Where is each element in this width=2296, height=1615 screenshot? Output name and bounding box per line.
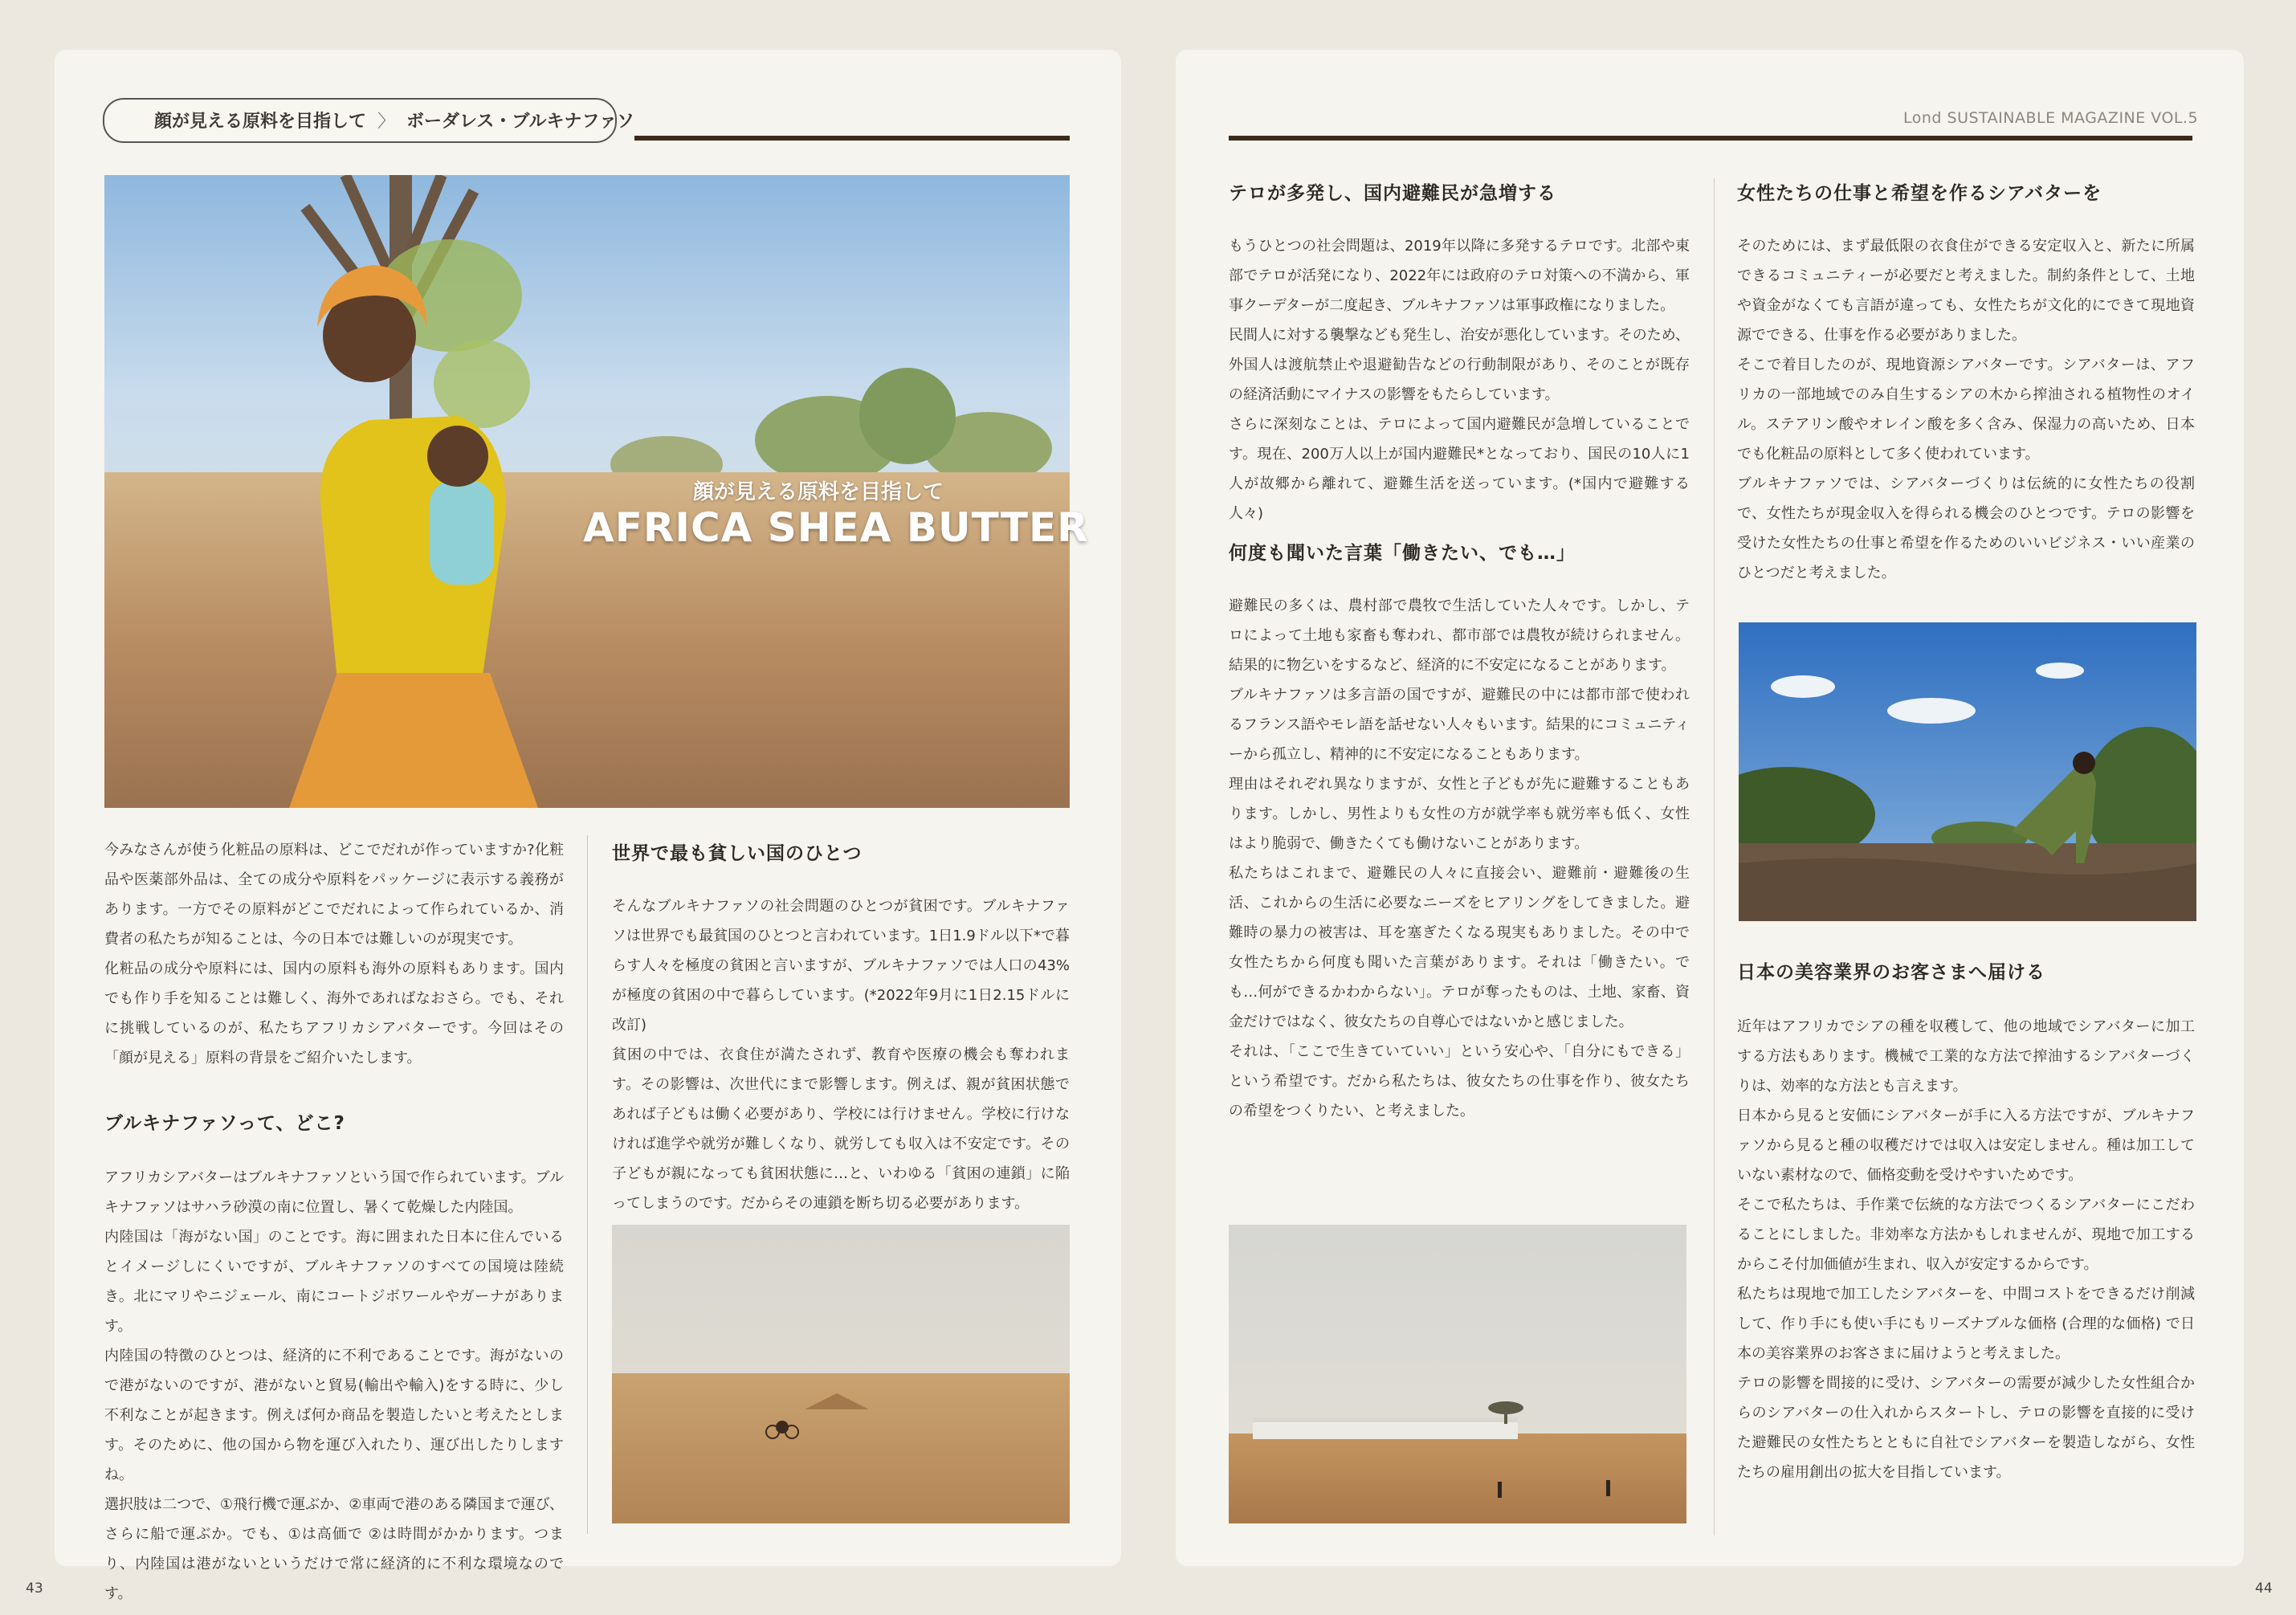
- work-text: [1737, 231, 2195, 588]
- page-number-right: 44: [2255, 1580, 2273, 1597]
- paragraph: 私たちは現地で加工したシアバターを、中間コストをできるだけ削減して、作り手にも使い手にもリーズナブルな価格 (合理的な価格) で日本の美容業界のお客さまに届けようと考えました。: [1737, 1286, 2195, 1362]
- where-text: [104, 1163, 564, 1609]
- paragraph: ブルキナファソは多言語の国ですが、避難民の中には都市部で使われるフランス語やモレ語を話せない人々もいます。結果的にコミュニティーから孤立し、精神的に不安定になることもあります。: [1229, 687, 1690, 763]
- paragraph: アフリカシアバターはブルキナファソという国で作られています。ブルキナファソはサハラ砂漠の南に位置し、暑くて乾燥した内陸国。: [104, 1169, 564, 1216]
- page-number-left: 43: [26, 1580, 43, 1597]
- paragraph: さらに深刻なことは、テロによって国内避難民が急増していることです。現在、200万人以上が国内避難民*となっており、国民の10人に1人が故郷から離れて、避難生活を送っています。(*国内で避難する人々): [1229, 416, 1690, 522]
- paragraph: 私たちはこれまで、避難民の人々に直接会い、避難前・避難後の生活、これからの生活に必要なニーズをヒアリングをしてきました。避難時の暴力の被害は、耳を塞ぎたくなる現実もありました。その中で女性たちから何度も聞いた言葉があります。それは「働きたい。でも…何ができるかわからない」。テロが奪ったものは、土地、家畜、資金だけではなく、彼女たちの自尊心ではないかと感じました。: [1229, 865, 1690, 1030]
- paragraph: そのためには、まず最低限の衣食住ができる安定収入と、新たに所属できるコミュニティーが必要だと考えました。制約条件として、土地や資金がなくても言語が違っても、女性たちが文化的にできて現地資源でできる、仕事を作る必要がありました。: [1737, 238, 2195, 344]
- header-rule-left: [634, 136, 1070, 141]
- paragraph: そんなブルキナファソの社会問題のひとつが貧困です。ブルキナファソは世界でも最貧国のひとつと言われています。1日1.9ドル以下*で暮らす人々を極度の貧困と言いますが、ブルキナファソでは人口の43%が極度の貧困の中で暮らしています。(*2022年9月に1日2.15ドルに改訂): [612, 898, 1070, 1034]
- japan-text: [1737, 1012, 2195, 1487]
- column-divider: [1714, 178, 1715, 1535]
- refugee-camp-photo: [1229, 1225, 1686, 1523]
- hero-title: AFRICA SHEA BUTTER: [583, 504, 1089, 551]
- breadcrumb: [103, 98, 635, 143]
- paragraph: 近年はアフリカでシアの種を収穫して、他の地域でシアバターに加工する方法もあります。機械で工業的な方法で搾油するシアバターづくりは、効率的な方法とも言えます。: [1737, 1018, 2195, 1095]
- breadcrumb-current: ボーダレス・ブルキナファソ: [406, 112, 635, 132]
- paragraph: 内陸国は「海がない国」のことです。海に囲まれた日本に住んでいるとイメージしにくいですが、ブルキナファソのすべての国境は陸続き。北にマリやニジェール、南にコートジボワールやガーナがあります。: [104, 1229, 564, 1335]
- field-worker-photo: [1739, 622, 2196, 921]
- poorest-text: [612, 891, 1070, 1218]
- paragraph: 化粧品の成分や原料には、国内の原料も海外の原料もあります。国内でも作り手を知ることは難しく、海外であればなおさら。でも、それに挑戦しているのが、私たちアフリカシアバターです。今回はその「顔が見える」原料の背景をご紹介いたします。: [104, 960, 564, 1066]
- heading-work: 女性たちの仕事と希望を作るシアバターを: [1737, 183, 2102, 204]
- paragraph: 理由はそれぞれ異なりますが、女性と子どもが先に避難することもあります。しかし、男性よりも女性の方が就学率も就労率も低く、女性はより脆弱で、働きたくても働けないことがあります。: [1229, 776, 1690, 852]
- paragraph: 民間人に対する襲撃なども発生し、治安が悪化しています。そのため、外国人は渡航禁止や退避勧告などの行動制限があり、そのことが既存の経済活動にマイナスの影響をもたらしています。: [1229, 327, 1690, 403]
- voices-text: [1229, 591, 1690, 1126]
- paragraph: もうひとつの社会問題は、2019年以降に多発するテロです。北部や東部でテロが活発になり、2022年には政府のテロ対策への不満から、軍事クーデターが二度起き、ブルキナファソは軍事政権になりました。: [1229, 238, 1690, 314]
- paragraph: そこで私たちは、手作業で伝統的な方法でつくるシアバターにこだわることにしました。非効率な方法かもしれませんが、現地で加工するからこそ付加価値が生まれ、収入が安定するからです。: [1737, 1197, 2195, 1273]
- paragraph: 避難民の多くは、農村部で農牧で生活していた人々です。しかし、テロによって土地も家畜も奪われ、都市部では農牧が続けられません。結果的に物乞いをするなど、経済的に不安定になることがあります。: [1229, 597, 1690, 674]
- paragraph: そこで着目したのが、現地資源シアバターです。シアバターは、アフリカの一部地域でのみ自生するシアの木から搾油される植物性のオイル。ステアリン酸やオレイン酸を多く含み、保湿力の高いため、日本でも化粧品の原料として多く使われています。: [1737, 357, 2195, 463]
- terror-text: [1229, 231, 1690, 528]
- paragraph: 選択肢は二つで、①飛行機で運ぶか、②車両で港のある隣国まで運び、さらに船で運ぶか。でも、①は高価で ②は時間がかかります。つまり、内陸国は港がないというだけで常に経済的に不利な環境なのです。: [104, 1496, 564, 1602]
- heading-terror: テロが多発し、国内避難民が急増する: [1229, 183, 1556, 204]
- paragraph: それは、「ここで生きていていい」という安心や、「自分にもできる」という希望です。だから私たちは、彼女たちの仕事を作り、彼女たちの希望をつくりたい、と考えました。: [1229, 1043, 1690, 1119]
- desert-cyclist-photo: [612, 1225, 1070, 1523]
- paragraph: 日本から見ると安価にシアバターが手に入る方法ですが、ブルキナファソから見ると種の収穫だけでは収入は安定しません。種は加工していない素材なので、価格変動を受けやすいためです。: [1737, 1107, 2195, 1184]
- paragraph: 貧困の中では、衣食住が満たされず、教育や医療の機会も奪われます。その影響は、次世代にまで影響します。例えば、親が貧困状態であれば子どもは働く必要があり、学校には行けません。学校に行けなければ進学や就労が難しくなり、就労しても収入は不安定です。その子どもが親になっても貧困状態に…と、いわゆる「貧困の連鎖」に陥ってしまうのです。だからその連鎖を断ち切る必要があります。: [612, 1046, 1070, 1212]
- paragraph: ブルキナファソでは、シアバターづくりは伝統的に女性たちの役割で、女性たちが現金収入を得られる機会のひとつです。テロの影響を受けた女性たちの仕事と希望を作るためのいいビジネス・いい産業のひとつだと考えました。: [1737, 475, 2195, 581]
- heading-voices: 何度も聞いた言葉「働きたい、でも…」: [1229, 543, 1576, 564]
- heading-poorest: 世界で最も貧しい国のひとつ: [612, 843, 863, 864]
- column-divider: [587, 835, 588, 1534]
- paragraph: 内陸国の特徴のひとつは、経済的に不利であることです。海がないので港がないのですが、港がないと貿易(輸出や輸入)をする時に、少し不利なことが起きます。例えば何か商品を製造したいと考えたとします。そのために、他の国から物を運び入れたり、運び出したりしますね。: [104, 1348, 564, 1483]
- header-rule-right: [1229, 136, 2192, 141]
- breadcrumb-separator: 〉: [377, 112, 396, 132]
- paragraph: 今みなさんが使う化粧品の原料は、どこでだれが作っていますか?化粧品や医薬部外品は、全ての成分や原料をパッケージに表示する義務があります。一方でその原料がどこでだれによって作られているか、消費者の私たちが知ることは、今の日本では難しいのが現実です。: [104, 842, 564, 948]
- heading-where: ブルキナファソって、どこ?: [104, 1113, 345, 1134]
- magazine-title: Lond SUSTAINABLE MAGAZINE VOL.5: [1903, 109, 2199, 127]
- heading-japan: 日本の美容業界のお客さまへ届ける: [1737, 962, 2045, 983]
- breadcrumb-section: 顔が見える原料を目指して: [154, 112, 367, 132]
- hero-subtitle: 顔が見える原料を目指して: [693, 480, 944, 504]
- paragraph: テロの影響を間接的に受け、シアバターの需要が減少した女性組合からのシアバターの仕入れからスタートし、テロの影響を直接的に受けた避難民の女性たちとともに自社でシアバターを製造しながら、女性たちの雇用創出の拡大を目指しています。: [1737, 1375, 2195, 1481]
- intro-text: [104, 835, 564, 1073]
